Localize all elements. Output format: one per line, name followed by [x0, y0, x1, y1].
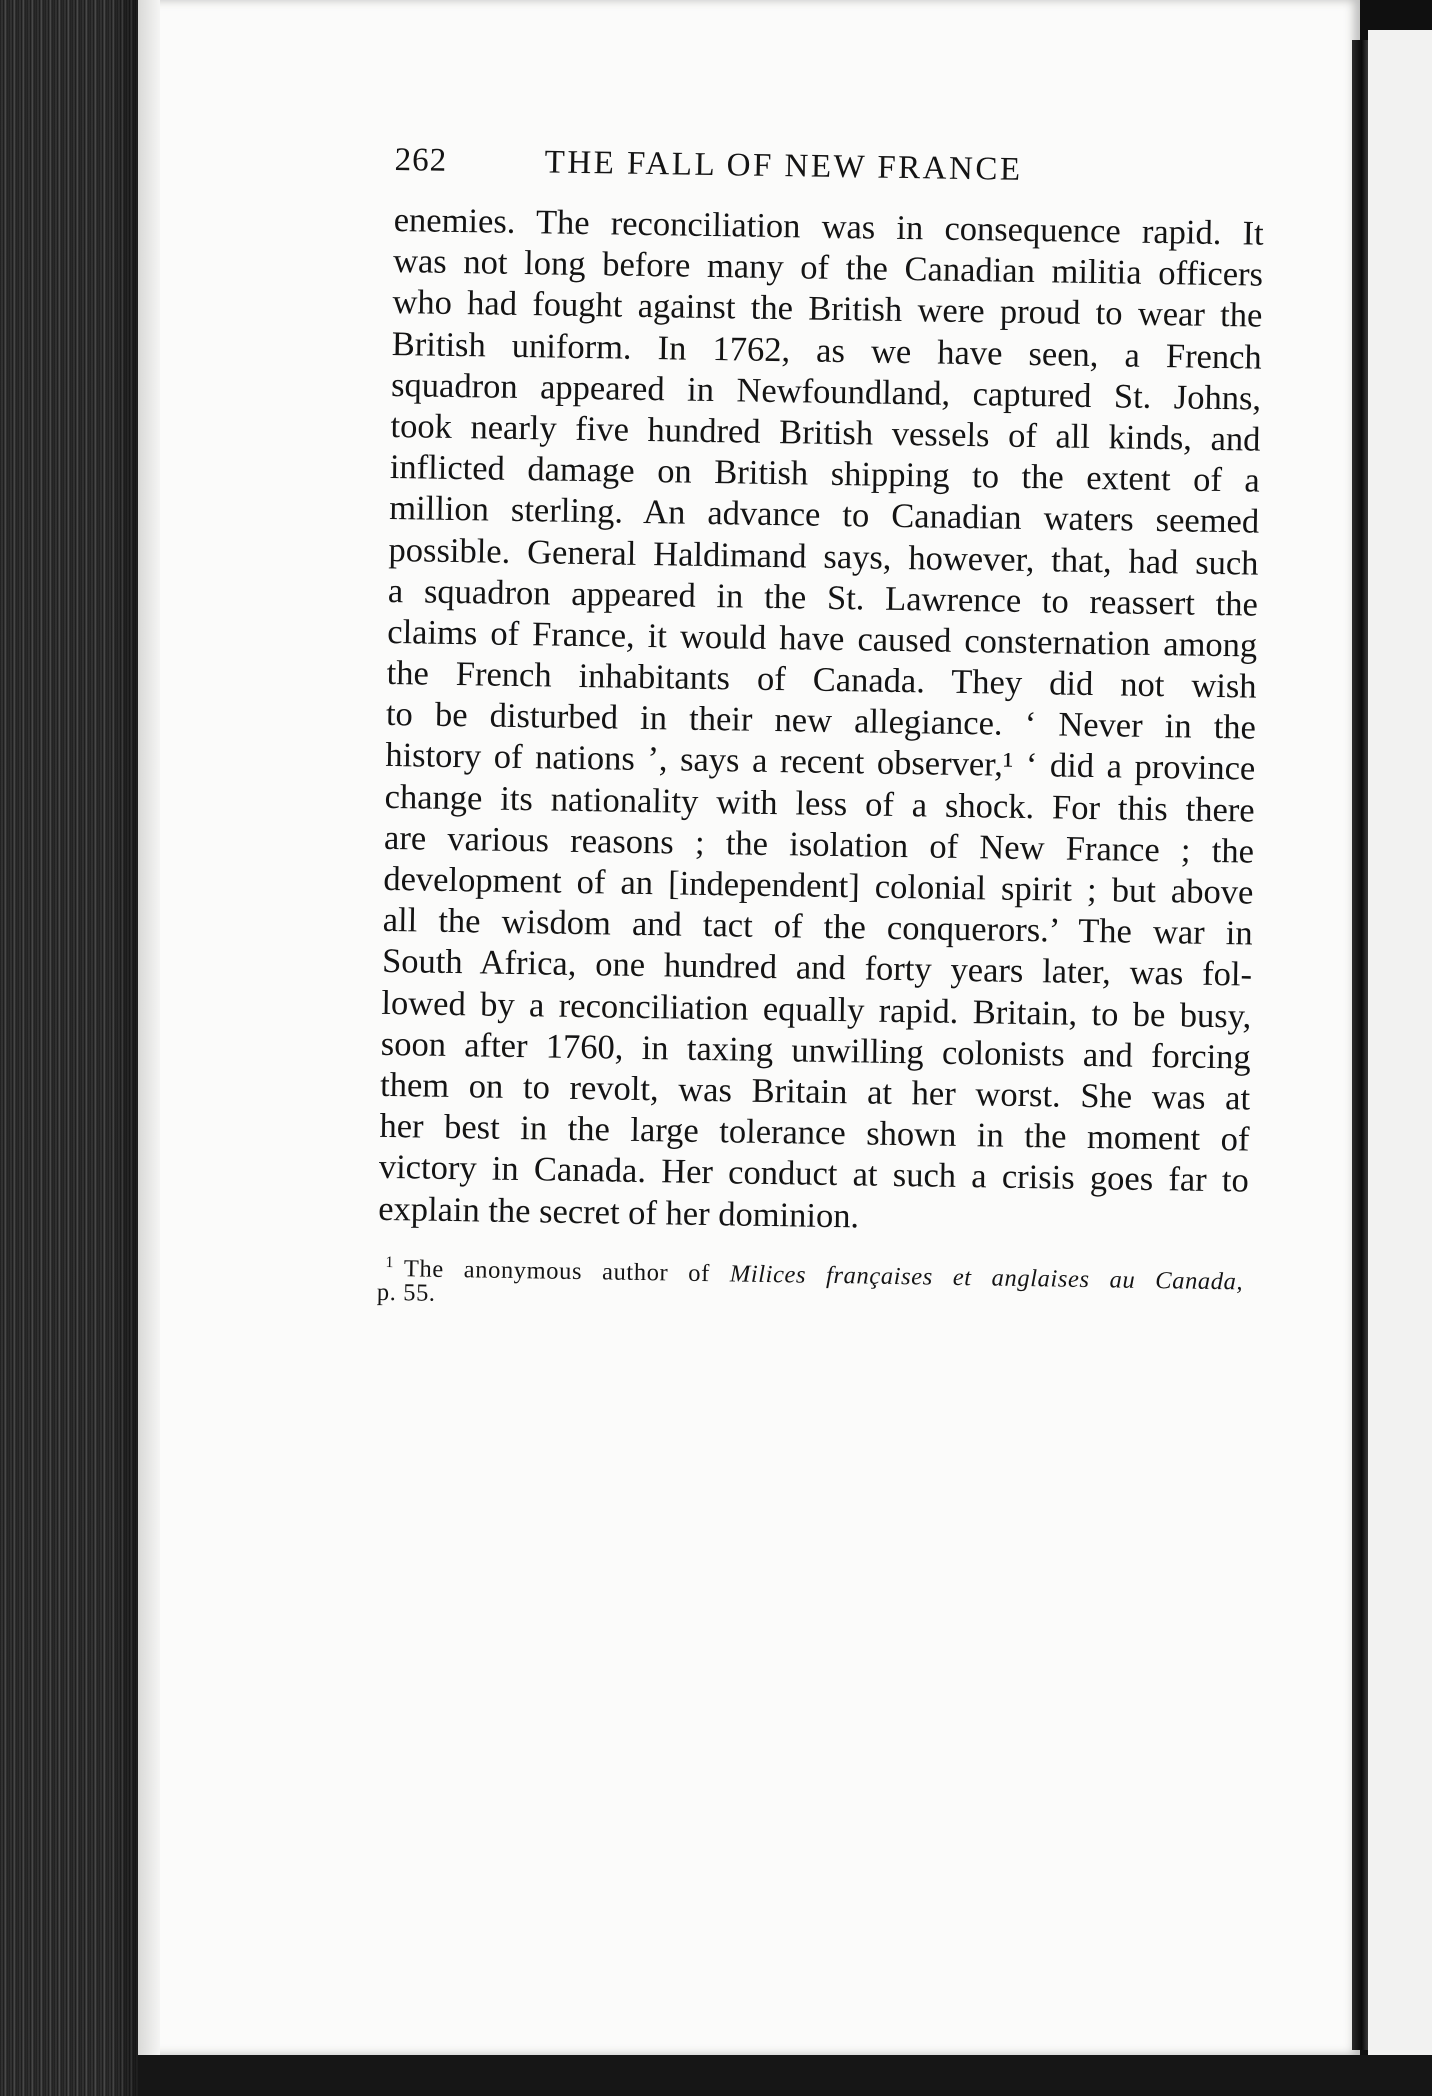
body-line: took nearly five hundred British vessels of all kinds, and: [390, 406, 1261, 459]
body-line: her best in the large tolerance shown in the moment of: [379, 1107, 1250, 1159]
body-line: all the wisdom and tact of the conquerors.’ The war in: [382, 901, 1253, 953]
next-page-sliver: [1368, 30, 1432, 2070]
body-line: development of an [independent] colonial spirit ; but above: [383, 859, 1254, 912]
body-line: British uniform. In 1762, as we have seen, a French: [391, 324, 1263, 377]
body-line: million sterling. An advance to Canadian waters seemed: [388, 489, 1260, 541]
body-line: lowed by a reconciliation equally rapid. Britain, to be busy,: [381, 983, 1252, 1036]
running-title: THE FALL OF NEW FRANCE: [544, 144, 1023, 188]
footnote-marker: 1: [385, 1253, 395, 1271]
body-line: South Africa, one hundred and forty years later, was fol-: [381, 942, 1253, 994]
left-page-edges: [0, 0, 150, 2096]
body-line: explain the secret of her dominion.: [377, 1189, 860, 1235]
body-line: history of nations ’, says a recent observer,¹ ‘ did a province: [385, 736, 1256, 789]
body-text: [378, 200, 1269, 1243]
body-line: enemies. The reconciliation was in consequence rapid. It: [393, 200, 1264, 253]
footnote-lead-text: The anonymous author of: [403, 1254, 731, 1288]
body-line: the French inhabitants of Canada. They did not wish: [386, 653, 1257, 706]
body-line: was not long before many of the Canadian militia officers: [392, 242, 1264, 294]
body-line: squadron appeared in Newfoundland, captured St. Johns,: [390, 365, 1262, 418]
body-line: victory in Canada. Her conduct at such a crisis goes far to: [378, 1148, 1250, 1200]
body-line: them on to revolt, was Britain at her worst. She was at: [379, 1065, 1251, 1118]
footnote-italic-title: Milices françaises et anglaises au Canada,: [729, 1260, 1244, 1296]
bottom-shadow: [138, 2055, 1432, 2096]
body-line: soon after 1760, in taxing unwilling colonists and forcing: [380, 1024, 1252, 1077]
body-line: a squadron appeared in the St. Lawrence to reassert the: [387, 571, 1259, 624]
body-line: are various reasons ; the isolation of New France ; the: [383, 818, 1255, 871]
page-number: 262: [394, 142, 448, 179]
body-line: to be disturbed in their new allegiance. ‘ Never in the: [385, 695, 1257, 747]
book-gutter: [1352, 40, 1368, 2050]
body-line: possible. General Haldimand says, however, that, had such: [388, 530, 1259, 583]
body-line: claims of France, it would have caused consternation among: [387, 612, 1258, 665]
footnote-page-ref: p. 55.: [376, 1278, 436, 1307]
body-line: who had fought against the British were proud to wear the: [392, 283, 1263, 336]
body-line: change its nationality with less of a shock. For this there: [384, 777, 1255, 830]
page-text-block: [377, 142, 1270, 1321]
body-line: inflicted damage on British shipping to the extent of a: [389, 448, 1261, 500]
